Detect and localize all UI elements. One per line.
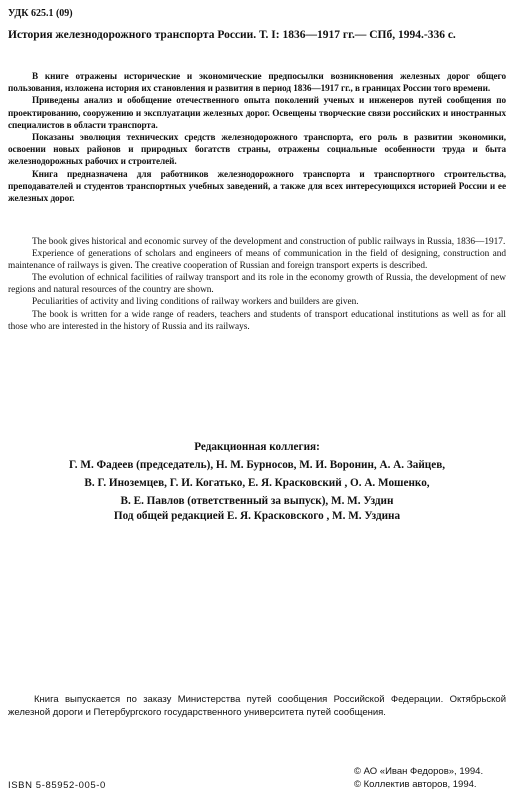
annotation-ru-paragraph: Показаны эволюция технических средств железнодорожного транспорта, его роль в развитии экономики, освоении новых районов и природных богатств страны, отражены социальные особенности труда и быта железнодорожных рабочих и строителей.	[8, 132, 506, 167]
order-note-text: Книга выпускается по заказу Министерства путей сообщения Российской Федерации. Октябрьской железной дороги и Петербургского государственного университета путей сообщения.	[8, 694, 506, 718]
editorial-board-heading: Редакционная коллегия:	[194, 441, 320, 453]
editorial-board-line: В. Г. Иноземцев, Г. И. Когатько, Е. Я. Красковский , О. А. Мошенко,	[84, 477, 430, 489]
annotation-ru-paragraph: В книге отражены исторические и экономические предпосылки возникновения железных дорог общего пользования, изложена история их становления и развития в период 1836—1917 гг., в границах России того времени.	[8, 71, 506, 94]
udk-code: УДК 625.1 (09)	[8, 8, 73, 19]
copyright-line: © Коллектив авторов, 1994.	[354, 779, 477, 790]
copyright-block	[354, 765, 510, 791]
copyright-line: © АО «Иван Федоров», 1994.	[354, 766, 484, 777]
annotation-russian	[8, 70, 506, 204]
bibliographic-reference: История железнодорожного транспорта России. Т. I: 1836—1917 гг.— СПб, 1994.-336 с.	[8, 29, 456, 41]
annotation-en-paragraph: Peculiarities of activity and living conditions of railway workers and builders are given.	[32, 297, 359, 308]
editorial-board	[0, 438, 514, 510]
editorial-board-line: В. Е. Павлов (ответственный за выпуск), М. М. Уздин	[120, 495, 394, 507]
annotation-english	[8, 236, 506, 333]
editorial-board-line: Г. М. Фадеев (председатель), Н. М. Бурносов, М. И. Воронин, А. А. Зайцев,	[68, 459, 446, 471]
annotation-ru-paragraph: Приведены анализ и обобщение отечественного опыта поколений ученых и инженеров путей сообщения по проектированию, сооружению и эксплуатации железных дорог. Освещены творческие связи российских и иностранных специалистов в области транспорта.	[8, 95, 506, 130]
isbn: ISBN 5-85952-005-0	[8, 780, 106, 791]
general-editors: Под общей редакцией Е. Я. Красковского , М. М. Уздина	[113, 510, 401, 522]
annotation-en-paragraph: The book gives historical and economic survey of the development and construction of public railways in Russia, 1836—1917.	[32, 237, 506, 247]
annotation-en-paragraph: The book is written for a wide range of readers, teachers and students of transport educational institutions as well as for all those who are interested in the history of Russia and its railways.	[8, 309, 506, 332]
annotation-en-paragraph: The evolution of echnical facilities of railway transport and its role in the economy growth of Russia, the development of new regions and natural resources of the country are shown.	[8, 273, 506, 296]
annotation-ru-paragraph: Книга предназначена для работников железнодорожного транспорта и транспортного строительства, преподавателей и студентов транспортных учебных заведений, а также для всех интересующихся историей России и ее железных дорог.	[8, 168, 506, 204]
annotation-en-paragraph: Experience of generations of scholars and engineers of means of communication in the field of designing, construction and maintenance of railways is given. The creative cooperation of Russian and foreign transport experts is described.	[8, 249, 506, 272]
order-note	[8, 694, 506, 719]
